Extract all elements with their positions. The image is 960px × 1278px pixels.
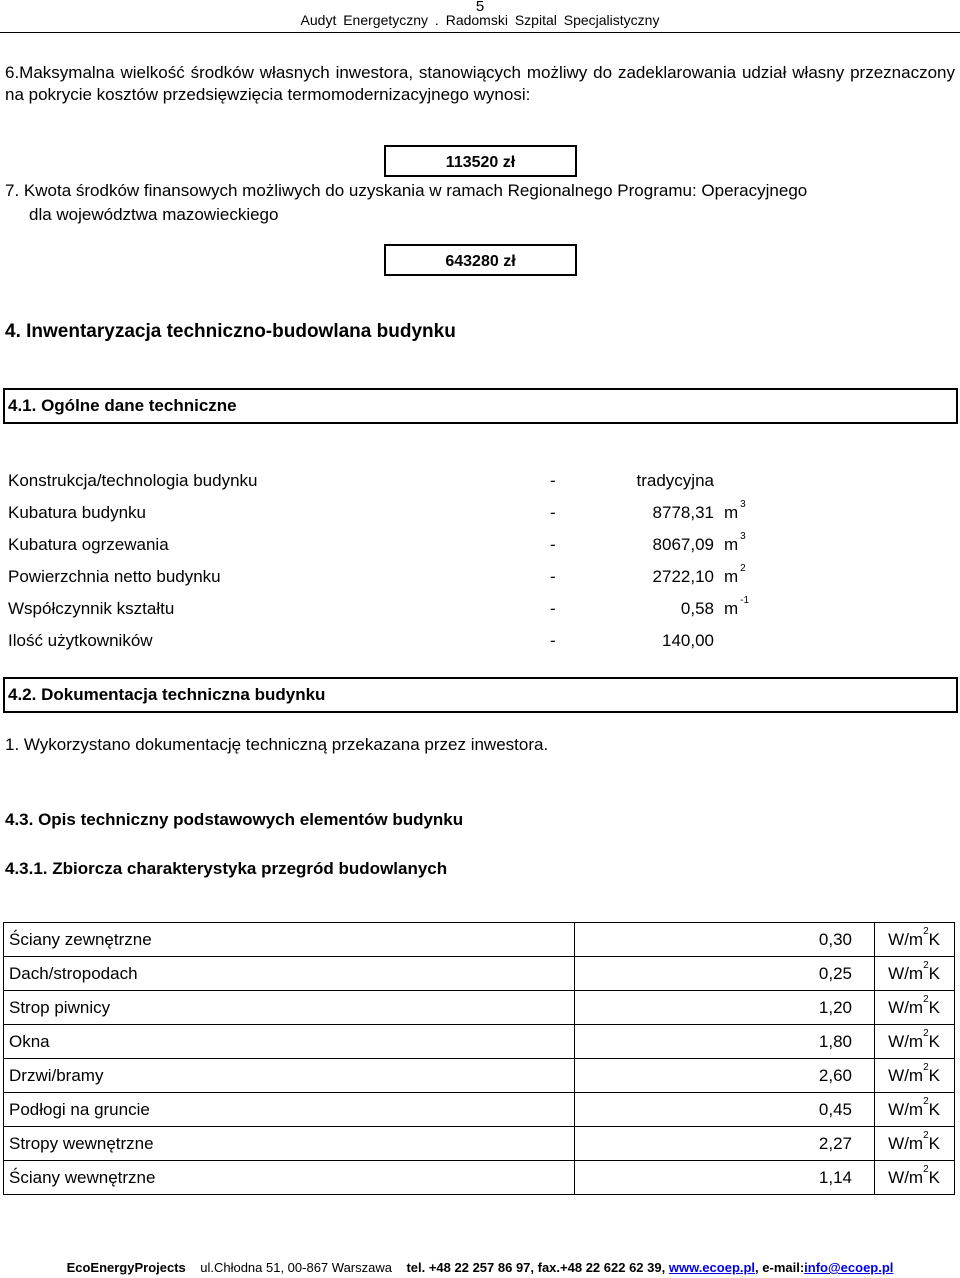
general-data-value: 8067,09 (652, 535, 714, 554)
unit-exponent: 2 (923, 925, 929, 937)
general-data-dash: - (550, 503, 556, 522)
general-data-label: Konstrukcja/technologia budynku (8, 471, 258, 490)
unit-exponent: 3 (740, 531, 746, 542)
unit-suffix: K (928, 997, 940, 1017)
partition-u-value: 0,30 (575, 923, 875, 957)
partition-u-value: 2,27 (575, 1127, 875, 1161)
footer-phone: tel. +48 22 257 86 97, fax.+48 22 622 62 39, (406, 1260, 666, 1275)
section-4-1-heading: 4.1. Ogólne dane techniczne (3, 388, 958, 424)
unit-base: m (724, 503, 739, 522)
section-6-paragraph: 6.Maksymalna wielkość środków własnych inwestora, stanowiących możliwy do zadeklarowania udział własny przeznaczony na pokrycie kosztów przedsięwzięcia termomodernizacyjnego wynosi: (5, 63, 955, 104)
general-data-value: 2722,10 (652, 567, 714, 586)
general-data-dash: - (550, 599, 556, 618)
general-data-value: 140,00 (662, 631, 714, 650)
unit-base: m (724, 535, 739, 554)
unit-exponent: -1 (740, 595, 750, 606)
section-4-2-heading: 4.2. Dokumentacja techniczna budynku (3, 677, 958, 713)
unit-prefix: W/m (888, 963, 924, 983)
general-data-dash: - (550, 567, 556, 586)
unit-prefix: W/m (888, 1099, 924, 1119)
section-7-line-1: 7. Kwota środków finansowych możliwych do uzyskania w ramach Regionalnego Programu: Operacyjnego (5, 181, 808, 200)
unit-suffix: K (928, 929, 940, 949)
partition-name: Okna (4, 1025, 575, 1059)
page-number: 5 (475, 0, 485, 15)
partition-u-value: 1,14 (575, 1161, 875, 1195)
section-4-3-heading: 4.3. Opis techniczny podstawowych elementów budynku (5, 810, 464, 829)
partition-unit (875, 1093, 955, 1127)
unit-exponent: 2 (923, 959, 929, 971)
general-data-value: 0,58 (680, 599, 714, 618)
partition-u-value: 1,80 (575, 1025, 875, 1059)
unit-suffix: K (928, 1167, 940, 1187)
unit-suffix: K (928, 1065, 940, 1085)
program-funds-amount-box: 643280 zł (384, 244, 577, 276)
unit-prefix: W/m (888, 1133, 924, 1153)
partition-unit (875, 1025, 955, 1059)
footer-address: ul.Chłodna 51, 00-867 Warszawa (200, 1260, 392, 1275)
table-row (4, 1059, 955, 1093)
documentation-note: 1. Wykorzystano dokumentację techniczną przekazana przez inwestora. (5, 735, 549, 754)
partition-unit (875, 1161, 955, 1195)
page-header-title: Audyt Energetyczny . Radomski Szpital Specjalistyczny (300, 12, 660, 28)
general-data-value: 8778,31 (652, 503, 714, 522)
general-data-unit (724, 563, 746, 587)
unit-suffix: K (928, 1099, 940, 1119)
page-footer (0, 1260, 960, 1275)
table-row (4, 923, 955, 957)
general-data-dash: - (550, 535, 556, 554)
unit-prefix: W/m (888, 1065, 924, 1085)
partition-name: Ściany zewnętrzne (4, 923, 575, 957)
unit-prefix: W/m (888, 997, 924, 1017)
unit-exponent: 2 (923, 1129, 929, 1141)
unit-base: m (724, 599, 739, 618)
partition-name: Dach/stropodach (4, 957, 575, 991)
unit-suffix: K (928, 1031, 940, 1051)
general-data-label: Ilość użytkowników (8, 631, 153, 650)
partition-unit (875, 991, 955, 1025)
partition-name: Stropy wewnętrzne (4, 1127, 575, 1161)
unit-exponent: 3 (740, 499, 746, 510)
footer-website-link[interactable]: www.ecoep.pl (668, 1260, 756, 1275)
unit-base: m (724, 567, 739, 586)
partition-unit (875, 957, 955, 991)
footer-email-link[interactable]: info@ecoep.pl (804, 1260, 894, 1275)
unit-exponent: 2 (740, 563, 746, 574)
partitions-table (3, 922, 955, 1195)
general-data-label: Kubatura ogrzewania (8, 535, 169, 554)
section-4-heading: 4. Inwentaryzacja techniczno-budowlana budynku (5, 321, 456, 342)
unit-exponent: 2 (923, 1095, 929, 1107)
partition-unit (875, 1127, 955, 1161)
unit-prefix: W/m (888, 929, 924, 949)
unit-exponent: 2 (923, 1163, 929, 1175)
table-row (4, 1025, 955, 1059)
partition-u-value: 2,60 (575, 1059, 875, 1093)
partition-u-value: 0,25 (575, 957, 875, 991)
unit-exponent: 2 (923, 993, 929, 1005)
section-7-paragraph (5, 179, 955, 227)
general-data-dash: - (550, 631, 556, 650)
table-row (4, 991, 955, 1025)
footer-email-label: , e-mail: (755, 1260, 805, 1275)
partition-u-value: 0,45 (575, 1093, 875, 1127)
unit-exponent: 2 (923, 1027, 929, 1039)
unit-suffix: K (928, 1133, 940, 1153)
partition-name: Ściany wewnętrzne (4, 1161, 575, 1195)
table-row (4, 1161, 955, 1195)
unit-exponent: 2 (923, 1061, 929, 1073)
table-row (4, 1127, 955, 1161)
general-data-value: tradycyjna (636, 471, 714, 490)
partition-name: Drzwi/bramy (4, 1059, 575, 1093)
section-7-line-2: dla województwa mazowieckiego (29, 205, 279, 224)
partition-name: Podłogi na gruncie (4, 1093, 575, 1127)
unit-suffix: K (928, 963, 940, 983)
table-row (4, 957, 955, 991)
general-data-unit (724, 499, 746, 523)
table-row (4, 1093, 955, 1127)
partition-unit (875, 1059, 955, 1093)
general-data-dash: - (550, 471, 556, 490)
general-data-unit (724, 595, 750, 619)
general-data-label: Powierzchnia netto budynku (8, 567, 221, 586)
partition-name: Strop piwnicy (4, 991, 575, 1025)
unit-prefix: W/m (888, 1167, 924, 1187)
footer-company: EcoEnergyProjects (66, 1260, 186, 1275)
own-funds-amount-box: 113520 zł (384, 145, 577, 177)
general-data-unit (724, 531, 746, 555)
header-divider (0, 32, 960, 33)
general-data-label: Kubatura budynku (8, 503, 146, 522)
section-4-3-1-heading: 4.3.1. Zbiorcza charakterystyka przegród budowlanych (5, 859, 448, 878)
partition-unit (875, 923, 955, 957)
partition-u-value: 1,20 (575, 991, 875, 1025)
unit-prefix: W/m (888, 1031, 924, 1051)
general-data-label: Współczynnik kształtu (8, 599, 175, 618)
